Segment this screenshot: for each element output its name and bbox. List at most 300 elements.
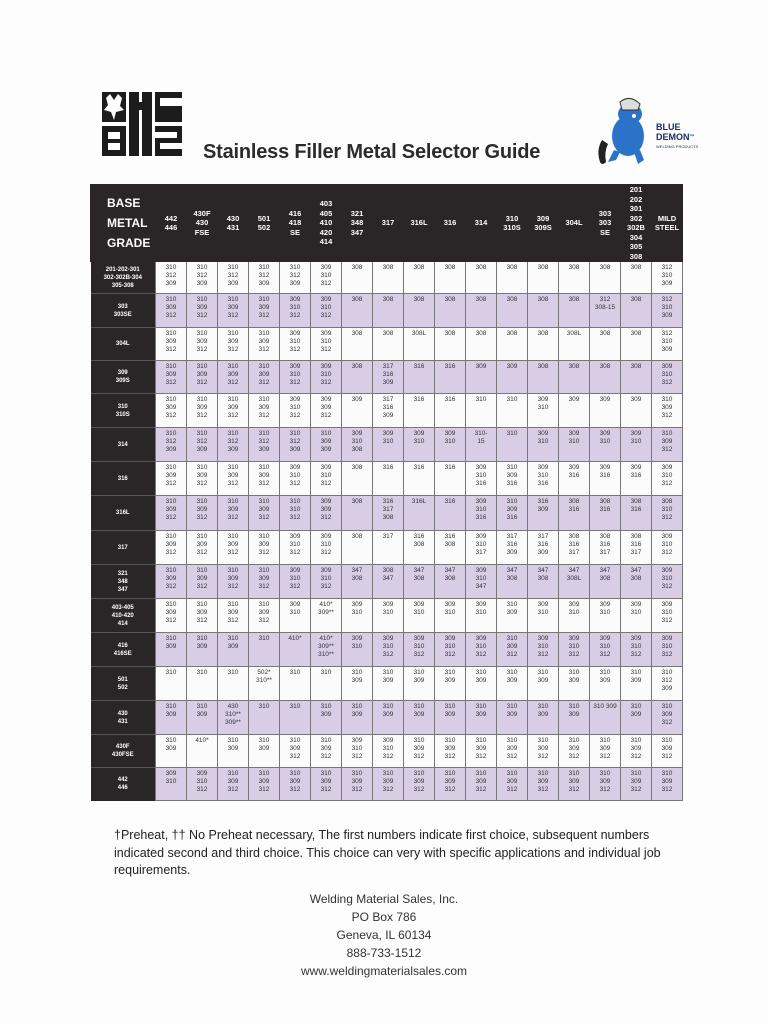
table-cell (156, 496, 187, 531)
corner-header (91, 185, 156, 262)
filler-code: 312 (258, 378, 270, 386)
filler-code: 309 (537, 635, 549, 642)
table-cell (404, 599, 435, 633)
table-cell (311, 735, 342, 768)
filler-code: 312 (289, 271, 301, 279)
filler-code: 310 (661, 303, 673, 311)
table-cell (373, 599, 404, 633)
page-header (0, 0, 768, 180)
filler-code: 310 (165, 601, 177, 608)
filler-code: 309 (475, 676, 487, 684)
filler-code: 310 (320, 703, 332, 710)
filler-code: 310 (351, 703, 363, 710)
table-cell (311, 599, 342, 633)
filler-code: 312 (630, 752, 642, 760)
filler-code: 310 (320, 370, 332, 378)
table-cell (218, 361, 249, 394)
filler-code: 309 (258, 445, 270, 453)
filler-code: 310 (568, 737, 580, 744)
filler-code: 310 (568, 642, 580, 650)
filler-code: 309 (196, 710, 208, 718)
table-row (91, 599, 683, 633)
filler-code: 308 (630, 533, 642, 540)
table-cell (249, 328, 280, 361)
filler-code: 308 (661, 498, 673, 505)
filler-code: 317 (382, 505, 394, 513)
filler-code: 309 (537, 601, 549, 608)
filler-code: 309 (537, 396, 549, 403)
column-header (249, 185, 280, 262)
table-cell (466, 633, 497, 667)
filler-code: 309 (258, 540, 270, 548)
column-header-line: 420 (319, 227, 333, 237)
filler-code: 312 (227, 271, 239, 279)
table-cell (404, 428, 435, 462)
column-header (559, 185, 590, 262)
filler-code: 310 (196, 498, 208, 505)
filler-code: 309 (568, 710, 580, 718)
filler-code: 308 (351, 264, 363, 271)
filler-code: 312 (661, 479, 673, 487)
filler-code: 309 (630, 676, 642, 684)
filler-code: 309 (196, 540, 208, 548)
filler-code: 308 (382, 296, 394, 303)
filler-code: 316 (413, 363, 425, 370)
filler-code: 310 (506, 430, 518, 437)
filler-code: 309 (382, 430, 394, 437)
filler-code: 309 (506, 642, 518, 650)
row-header (91, 361, 156, 394)
filler-code: 309 (537, 676, 549, 684)
filler-code: 310 (196, 264, 208, 271)
filler-code: 312 (661, 296, 673, 303)
table-cell (404, 565, 435, 599)
filler-code: 347 (444, 567, 456, 574)
footnote: †Preheat, †† No Preheat necessary, The first numbers indicate first choice, subsequent numbers indicated second and third choice. This choice can very with specific applications and individual job requirements. (114, 828, 661, 877)
filler-code: 310 (661, 271, 673, 279)
table-cell (156, 361, 187, 394)
table-cell (621, 531, 652, 565)
filler-code: 309 (568, 430, 580, 437)
filler-code: 309 (227, 303, 239, 311)
filler-code: 312 (506, 650, 518, 658)
filler-code: 308 (537, 363, 549, 370)
filler-code: 310 (258, 430, 270, 437)
table-row (91, 328, 683, 361)
filler-code: 312 (382, 650, 394, 658)
filler-code: 309 (351, 635, 363, 642)
filler-code: 310 (289, 264, 301, 271)
table-cell (187, 262, 218, 294)
table-cell (466, 496, 497, 531)
filler-code: 316 (599, 505, 611, 513)
row-header-line: 430 (117, 710, 128, 717)
filler-code: 310 (568, 703, 580, 710)
filler-code: 316 (444, 396, 456, 403)
filler-code: 312 (320, 345, 332, 353)
filler-code: 310 (382, 608, 394, 616)
filler-code: 310 (320, 430, 332, 437)
filler-code: 310 (196, 777, 208, 785)
filler-code: 310 (165, 264, 177, 271)
filler-code: 347 (568, 567, 580, 574)
table-cell (528, 768, 559, 801)
filler-code: 312 (537, 785, 549, 793)
filler-code: 309 (506, 548, 518, 556)
filler-code: 316L (411, 498, 427, 505)
filler-code: 312 (661, 378, 673, 386)
table-cell (559, 633, 590, 667)
table-cell (249, 361, 280, 394)
filler-code: 310 (258, 264, 270, 271)
filler-code: 310 (661, 770, 673, 777)
filler-code: 310 (661, 540, 673, 548)
column-header-line: 416 (288, 208, 302, 218)
filler-code: 312 (320, 548, 332, 556)
filler-code: 312 (227, 378, 239, 386)
filler-code: 310 (289, 430, 301, 437)
table-cell (435, 768, 466, 801)
row-header-line: 442 (117, 777, 128, 784)
filler-code: 310 (444, 737, 456, 744)
table-cell (342, 667, 373, 701)
table-cell (528, 462, 559, 496)
table-cell (280, 735, 311, 768)
table-cell (373, 735, 404, 768)
table-cell (435, 667, 466, 701)
filler-code: 309 (227, 279, 239, 287)
phone: 888-733-1512 (346, 946, 422, 960)
filler-code: 310 (289, 540, 301, 548)
filler-code: 310 (258, 396, 270, 403)
table-cell (466, 735, 497, 768)
filler-code: 309 (165, 642, 177, 650)
table-cell (311, 262, 342, 294)
table-cell (590, 667, 621, 701)
filler-code: 310 (227, 635, 239, 642)
filler-code: 309 (227, 574, 239, 582)
column-header-line: 304 (629, 232, 643, 242)
filler-code: 309 (661, 403, 673, 411)
filler-code: 312 (165, 513, 177, 521)
filler-code: 316 (444, 464, 456, 471)
filler-code: 308 (630, 363, 642, 370)
row-header-line: 310S (115, 411, 130, 418)
column-header-line: 502 (257, 223, 271, 232)
row-header-line: 431 (117, 718, 128, 725)
filler-code: 309 (196, 608, 208, 616)
table-cell (342, 394, 373, 428)
table-cell (187, 735, 218, 768)
filler-code: 310 (196, 330, 208, 337)
column-header (187, 185, 218, 262)
filler-code: 310 (165, 363, 177, 370)
filler-code: 312 (661, 676, 673, 684)
filler-code: 312 (227, 479, 239, 487)
table-cell (590, 462, 621, 496)
filler-code: 310 (165, 498, 177, 505)
filler-code: 308 (599, 264, 611, 271)
row-header-line: 347 (117, 586, 128, 593)
filler-code: 310 (289, 403, 301, 411)
table-cell (466, 394, 497, 428)
filler-code: 310 (320, 737, 332, 744)
filler-code: 310 (165, 777, 177, 785)
filler-code: 308 (351, 445, 363, 453)
filler-code: 310 (537, 737, 549, 744)
filler-code: 308 (351, 533, 363, 540)
filler-code: 308 (506, 330, 518, 337)
filler-code: 309 (630, 430, 642, 437)
row-header-line: 502 (117, 684, 128, 691)
filler-code: 310 (289, 737, 301, 744)
table-cell (621, 701, 652, 735)
filler-code: 309 (227, 471, 239, 479)
table-cell (652, 328, 683, 361)
table-cell (621, 428, 652, 462)
filler-code: 316 (506, 540, 518, 548)
filler-code: 310 (506, 635, 518, 642)
table-cell (497, 667, 528, 701)
table-cell (590, 531, 621, 565)
filler-code: 309 (413, 676, 425, 684)
table-cell (652, 294, 683, 328)
table-cell (249, 768, 280, 801)
filler-code: 309 (661, 533, 673, 540)
table-cell (342, 701, 373, 735)
po-box: PO Box 786 (351, 910, 417, 924)
filler-code: 312 (196, 785, 208, 793)
column-header (373, 185, 404, 262)
filler-code: 309 (599, 464, 611, 471)
filler-code: 309 (475, 464, 487, 471)
filler-code: 309 (599, 676, 611, 684)
filler-code: 310 (413, 669, 425, 676)
filler-code: 312 (320, 582, 332, 590)
filler-code: 312 (320, 752, 332, 760)
table-cell (280, 599, 311, 633)
filler-code: 310 (258, 737, 270, 744)
table-cell (559, 262, 590, 294)
table-cell (156, 667, 187, 701)
table-cell (435, 262, 466, 294)
filler-code: 316 (630, 540, 642, 548)
filler-code: 310 (196, 567, 208, 574)
filler-code: 309 (537, 464, 549, 471)
website: www.weldingmaterialsales.com (300, 964, 468, 978)
filler-code: 312 (382, 785, 394, 793)
filler-code: 309 (165, 574, 177, 582)
filler-code: 310 (258, 533, 270, 540)
filler-code: 310 (661, 505, 673, 513)
filler-code: 310 (599, 737, 611, 744)
filler-code: 308 (382, 330, 394, 337)
column-header-line: 309S (534, 223, 552, 232)
filler-code: 310 (630, 608, 642, 616)
table-cell (373, 633, 404, 667)
column-header-line: 405 (319, 208, 333, 218)
filler-code: 308L (566, 574, 582, 582)
filler-code: 309 (475, 601, 487, 608)
table-cell (435, 294, 466, 328)
table-cell (280, 701, 311, 735)
filler-code: 312 (196, 548, 208, 556)
filler-code: 312 (165, 582, 177, 590)
filler-code: 309 (568, 601, 580, 608)
filler-code: 309 (165, 770, 177, 777)
filler-code: 309 (320, 330, 332, 337)
filler-code: 312 (165, 437, 177, 445)
filler-code: 308 (568, 363, 580, 370)
filler-code: 312 (351, 785, 363, 793)
filler-code: 309 (320, 710, 332, 718)
table-cell (218, 531, 249, 565)
row-header (91, 428, 156, 462)
table-cell (373, 462, 404, 496)
row-header (91, 768, 156, 801)
filler-code: 309 (289, 464, 301, 471)
filler-code: 309 (320, 505, 332, 513)
filler-code: 310 (258, 296, 270, 303)
column-header-line: MILD (657, 213, 677, 223)
table-cell (311, 768, 342, 801)
filler-code: 310 (227, 601, 239, 608)
filler-code: 308 (599, 330, 611, 337)
filler-code: 310 (196, 396, 208, 403)
filler-code: 312 (444, 650, 456, 658)
filler-code: 312 (227, 548, 239, 556)
table-cell (218, 701, 249, 735)
table-cell (590, 294, 621, 328)
filler-code: 312 (320, 378, 332, 386)
table-cell (373, 428, 404, 462)
table-row (91, 701, 683, 735)
table-cell (342, 735, 373, 768)
filler-code: 309 (661, 311, 673, 319)
filler-code: 310 (351, 744, 363, 752)
column-header (311, 185, 342, 262)
filler-code: 309 (351, 737, 363, 744)
column-header (280, 185, 311, 262)
column-header-line: 303 (598, 208, 612, 218)
filler-code: 309 (661, 601, 673, 608)
filler-code: 309 (382, 710, 394, 718)
filler-code: 309 (537, 548, 549, 556)
table-cell (590, 735, 621, 768)
table-cell (373, 565, 404, 599)
filler-code: 310 (630, 737, 642, 744)
table-cell (621, 462, 652, 496)
table-cell (249, 394, 280, 428)
filler-code: 309 (258, 574, 270, 582)
table-cell (249, 531, 280, 565)
filler-code: 310 (289, 471, 301, 479)
filler-code: 309 (630, 777, 642, 785)
table-row (91, 496, 683, 531)
table-cell (404, 667, 435, 701)
row-header-line: 317 (117, 544, 128, 551)
table-cell (187, 531, 218, 565)
filler-code: 309 (599, 396, 611, 403)
table-cell (311, 328, 342, 361)
table-cell (249, 262, 280, 294)
table-cell (373, 496, 404, 531)
filler-code: 309 (196, 770, 208, 777)
filler-code: 312 (320, 479, 332, 487)
row-header-line: 430F (115, 744, 130, 750)
filler-code: 308 (568, 296, 580, 303)
filler-code: 309 (382, 737, 394, 744)
filler-code: 310 (537, 437, 549, 445)
table-cell (466, 667, 497, 701)
table-cell (373, 701, 404, 735)
filler-code: 312 (661, 330, 673, 337)
filler-code: 308 (475, 264, 487, 271)
filler-code: 309 (568, 777, 580, 785)
column-header-line: 309 (536, 213, 550, 223)
table-cell (497, 262, 528, 294)
filler-code: 312 (506, 752, 518, 760)
row-header (91, 735, 156, 768)
column-header-line: 302B (627, 223, 645, 232)
filler-code: 310 (165, 430, 177, 437)
filler-code: 309 (289, 744, 301, 752)
table-cell (559, 294, 590, 328)
filler-code: 312 (258, 311, 270, 319)
column-header-line: 314 (474, 218, 488, 228)
filler-code: 310 (320, 337, 332, 345)
filler-code: 308 (630, 264, 642, 271)
header-row (91, 185, 683, 262)
table-cell (559, 599, 590, 633)
filler-code: 316 (475, 479, 487, 487)
filler-code: 310 (382, 770, 394, 777)
table-cell (621, 361, 652, 394)
filler-code: 309 (289, 533, 301, 540)
filler-code: 309 (320, 567, 332, 574)
table-cell (652, 462, 683, 496)
filler-code: 310 (351, 669, 363, 676)
table-cell (187, 768, 218, 801)
table-cell (187, 599, 218, 633)
filler-code: 309** (225, 718, 241, 726)
filler-code: 309 (320, 464, 332, 471)
filler-code: 309 (630, 635, 642, 642)
filler-code: 317 (382, 533, 394, 540)
filler-code: 312 (258, 582, 270, 590)
table-cell (528, 633, 559, 667)
table-cell (249, 667, 280, 701)
table-cell (559, 394, 590, 428)
filler-code: 309 (289, 777, 301, 785)
table-cell (466, 565, 497, 599)
filler-code: 308 (444, 264, 456, 271)
filler-code: 308 (444, 540, 456, 548)
filler-code: 309 (258, 303, 270, 311)
filler-code: 312 (661, 616, 673, 624)
filler-code: 310 (227, 430, 239, 437)
filler-code: 316 (568, 540, 580, 548)
table-cell (497, 328, 528, 361)
table-cell (156, 394, 187, 428)
filler-code: 310 (661, 669, 673, 676)
table-cell (652, 262, 683, 294)
column-header-line: 446 (164, 223, 178, 232)
row-header-line: 310 (117, 403, 128, 410)
filler-code: 316 (537, 479, 549, 487)
table-cell (156, 294, 187, 328)
filler-code: 310 (289, 608, 301, 616)
